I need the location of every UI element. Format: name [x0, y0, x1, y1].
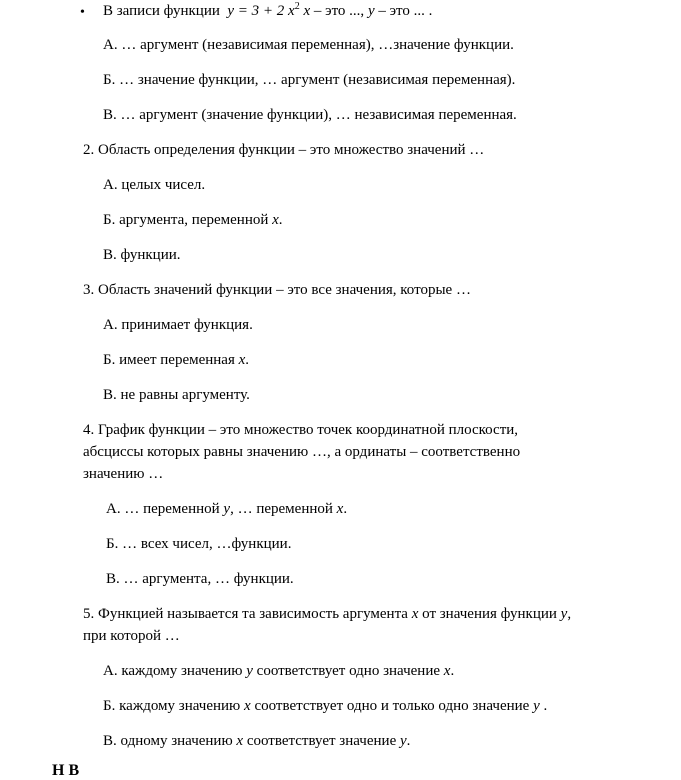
- question-3-option-c: В. не равны аргументу.: [103, 387, 250, 403]
- cutoff-heading: Н В: [52, 762, 80, 779]
- question-5-text-line-1: 5. Функцией называется та зависимость аргумента x от значения функции y,: [83, 606, 572, 622]
- question-3-option-a: А. принимает функция.: [103, 317, 253, 333]
- question-5-text-line-2: при которой …: [83, 628, 180, 644]
- question-1-option-a: А. … аргумент (независимая переменная), …значение функции.: [103, 37, 514, 53]
- question-2-option-a: А. целых чисел.: [103, 177, 206, 193]
- question-4-option-c: В. … аргумента, … функции.: [106, 571, 294, 587]
- question-4-text-line-1: 4. График функции – это множество точек координатной плоскости,: [83, 422, 519, 438]
- question-1-option-b: Б. … значение функции, … аргумент (независимая переменная).: [103, 72, 516, 88]
- question-4-text-line-3: значению …: [83, 466, 164, 482]
- question-3-option-b: Б. имеет переменная x.: [103, 352, 250, 368]
- question-2-option-c: В. функции.: [103, 247, 181, 263]
- bullet-icon: •: [80, 5, 85, 20]
- question-5-option-a: А. каждому значению y соответствует одно значение x.: [103, 663, 455, 679]
- question-5-option-b: Б. каждому значению x соответствует одно и только одно значение y .: [103, 698, 548, 714]
- question-4-option-b: Б. … всех чисел, …функции.: [106, 536, 292, 552]
- question-1-option-c: В. … аргумент (значение функции), … независимая переменная.: [103, 107, 517, 123]
- question-4-text-line-2: абсциссы которых равны значению …, а ординаты – соответственно: [83, 444, 521, 460]
- question-5-option-c: В. одному значению x соответствует значение y.: [103, 733, 411, 749]
- question-1-text: В записи функции y = 3 + 2 $x^2$ x – это ..., y – это ... .: [103, 1, 433, 19]
- question-2-option-b: Б. аргумента, переменной x.: [103, 212, 283, 228]
- question-2-text: 2. Область определения функции – это множество значений …: [83, 142, 485, 158]
- question-4-option-a: А. … переменной y, … переменной x.: [106, 501, 348, 517]
- question-3-text: 3. Область значений функции – это все значения, которые …: [83, 282, 471, 298]
